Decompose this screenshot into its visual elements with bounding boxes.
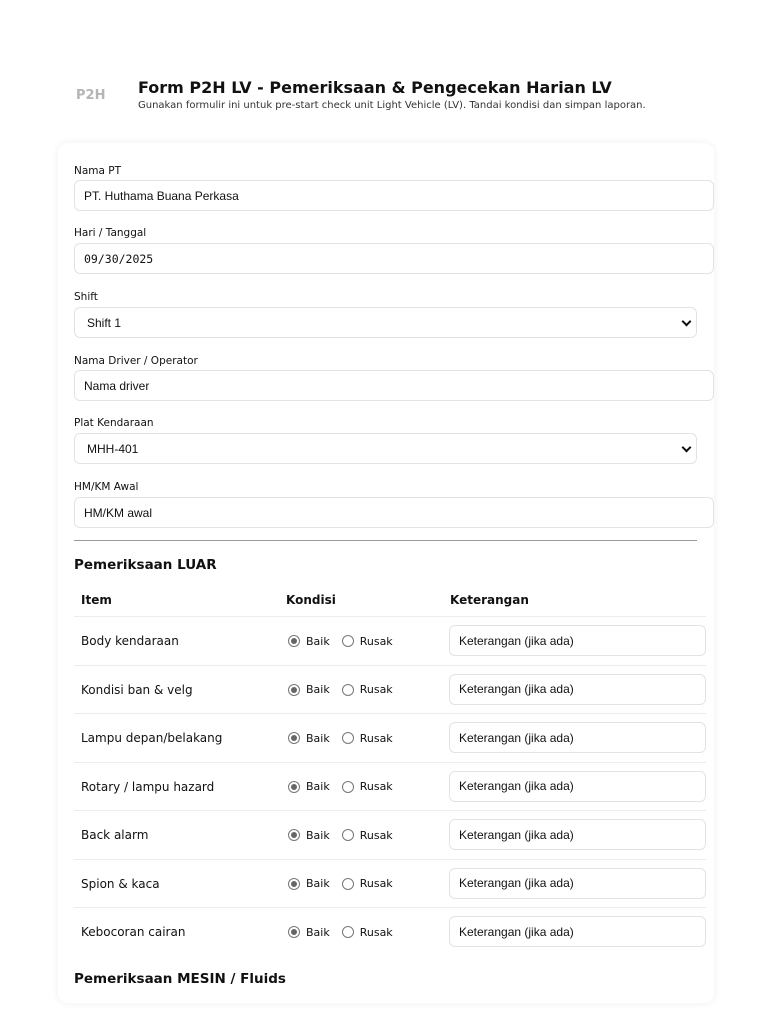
- radio-baik[interactable]: [288, 926, 300, 938]
- row-item-label: Body kendaraan: [81, 634, 179, 648]
- radio-rusak[interactable]: [342, 829, 354, 841]
- table-row: [74, 810, 706, 858]
- nama-pt-label: Nama PT: [74, 165, 122, 177]
- radio-baik-label: Baik: [306, 634, 330, 648]
- row-item-label: Spion & kaca: [81, 876, 160, 891]
- radio-baik-label: Baik: [306, 780, 330, 793]
- radio-baik[interactable]: [288, 781, 300, 793]
- tanggal-label: Hari / Tanggal: [74, 227, 147, 239]
- row-item-label: Rotary / lampu hazard: [81, 779, 215, 794]
- tanggal-input[interactable]: 09/30/2025: [74, 243, 714, 274]
- header-kondisi: Kondisi: [286, 593, 336, 607]
- keterangan-input[interactable]: Keterangan (jika ada): [449, 674, 706, 705]
- shift-select[interactable]: [74, 307, 697, 338]
- radio-baik[interactable]: [288, 635, 300, 647]
- shift-label: Shift: [74, 291, 98, 303]
- kondisi-radio-group: [288, 666, 405, 714]
- row-item-label: Kebocoran cairan: [81, 925, 186, 939]
- radio-baik-label: Baik: [306, 828, 330, 842]
- luar-section-title: Pemeriksaan LUAR: [74, 557, 217, 573]
- logo: P2H: [76, 88, 106, 103]
- kondisi-radio-group: [288, 811, 405, 859]
- mesin-section-title: Pemeriksaan MESIN / Fluids: [74, 971, 286, 987]
- row-item-label: Kondisi ban & velg: [81, 682, 193, 697]
- radio-baik[interactable]: [288, 684, 300, 696]
- page-subtitle: Gunakan formulir ini untuk pre-start check unit Light Vehicle (LV). Tandai kondisi dan simpan laporan.: [138, 100, 646, 111]
- keterangan-input[interactable]: Keterangan (jika ada): [449, 625, 706, 656]
- driver-input[interactable]: Nama driver: [74, 370, 714, 401]
- row-item-label: Lampu depan/belakang: [81, 731, 223, 745]
- chevron-down-icon: [682, 443, 692, 453]
- keterangan-input[interactable]: Keterangan (jika ada): [449, 916, 706, 947]
- radio-rusak-label: Rusak: [359, 877, 393, 890]
- radio-rusak-label: Rusak: [359, 683, 393, 696]
- radio-rusak-label: Rusak: [359, 780, 393, 793]
- radio-baik-label: Baik: [306, 925, 330, 939]
- radio-rusak-label: Rusak: [359, 828, 393, 842]
- chevron-down-icon: [682, 317, 692, 327]
- keterangan-input[interactable]: Keterangan (jika ada): [449, 722, 706, 753]
- header-keterangan: Keterangan: [450, 593, 529, 607]
- header-item: Item: [81, 593, 112, 607]
- kondisi-radio-group: [288, 763, 405, 811]
- page-title: Form P2H LV - Pemeriksaan & Pengecekan Harian LV: [138, 78, 612, 97]
- plat-select-value: MHH-401: [87, 441, 139, 456]
- radio-rusak[interactable]: [342, 878, 354, 890]
- table-row: [74, 762, 706, 810]
- table-row: [74, 713, 706, 761]
- shift-select-value: Shift 1: [87, 315, 122, 330]
- hmkm-input[interactable]: HM/KM awal: [74, 497, 714, 528]
- table-row: [74, 859, 706, 907]
- radio-baik[interactable]: [288, 878, 300, 890]
- table-row: [74, 665, 706, 713]
- plat-label: Plat Kendaraan: [74, 417, 154, 429]
- driver-label: Nama Driver / Operator: [74, 355, 198, 367]
- hmkm-label: HM/KM Awal: [74, 481, 139, 493]
- radio-baik-label: Baik: [306, 731, 330, 745]
- radio-rusak[interactable]: [342, 926, 354, 938]
- table-row: [74, 616, 706, 664]
- radio-baik[interactable]: [288, 732, 300, 744]
- radio-rusak-label: Rusak: [359, 925, 393, 939]
- nama-pt-input[interactable]: PT. Huthama Buana Perkasa: [74, 180, 714, 211]
- kondisi-radio-group: [288, 714, 405, 762]
- kondisi-radio-group: [288, 617, 405, 665]
- plat-select[interactable]: [74, 433, 697, 464]
- radio-rusak[interactable]: [342, 732, 354, 744]
- keterangan-input[interactable]: Keterangan (jika ada): [449, 771, 706, 802]
- radio-baik[interactable]: [288, 829, 300, 841]
- keterangan-input[interactable]: Keterangan (jika ada): [449, 868, 706, 899]
- radio-rusak-label: Rusak: [359, 634, 393, 648]
- radio-rusak[interactable]: [342, 635, 354, 647]
- section-divider: [74, 540, 697, 541]
- kondisi-radio-group: [288, 860, 405, 908]
- table-row: [74, 907, 706, 955]
- radio-rusak[interactable]: [342, 781, 354, 793]
- radio-baik-label: Baik: [306, 877, 330, 890]
- kondisi-radio-group: [288, 908, 405, 956]
- keterangan-input[interactable]: Keterangan (jika ada): [449, 819, 706, 850]
- radio-baik-label: Baik: [306, 683, 330, 696]
- radio-rusak[interactable]: [342, 684, 354, 696]
- row-item-label: Back alarm: [81, 828, 149, 842]
- page-header: [76, 78, 736, 118]
- radio-rusak-label: Rusak: [359, 731, 393, 745]
